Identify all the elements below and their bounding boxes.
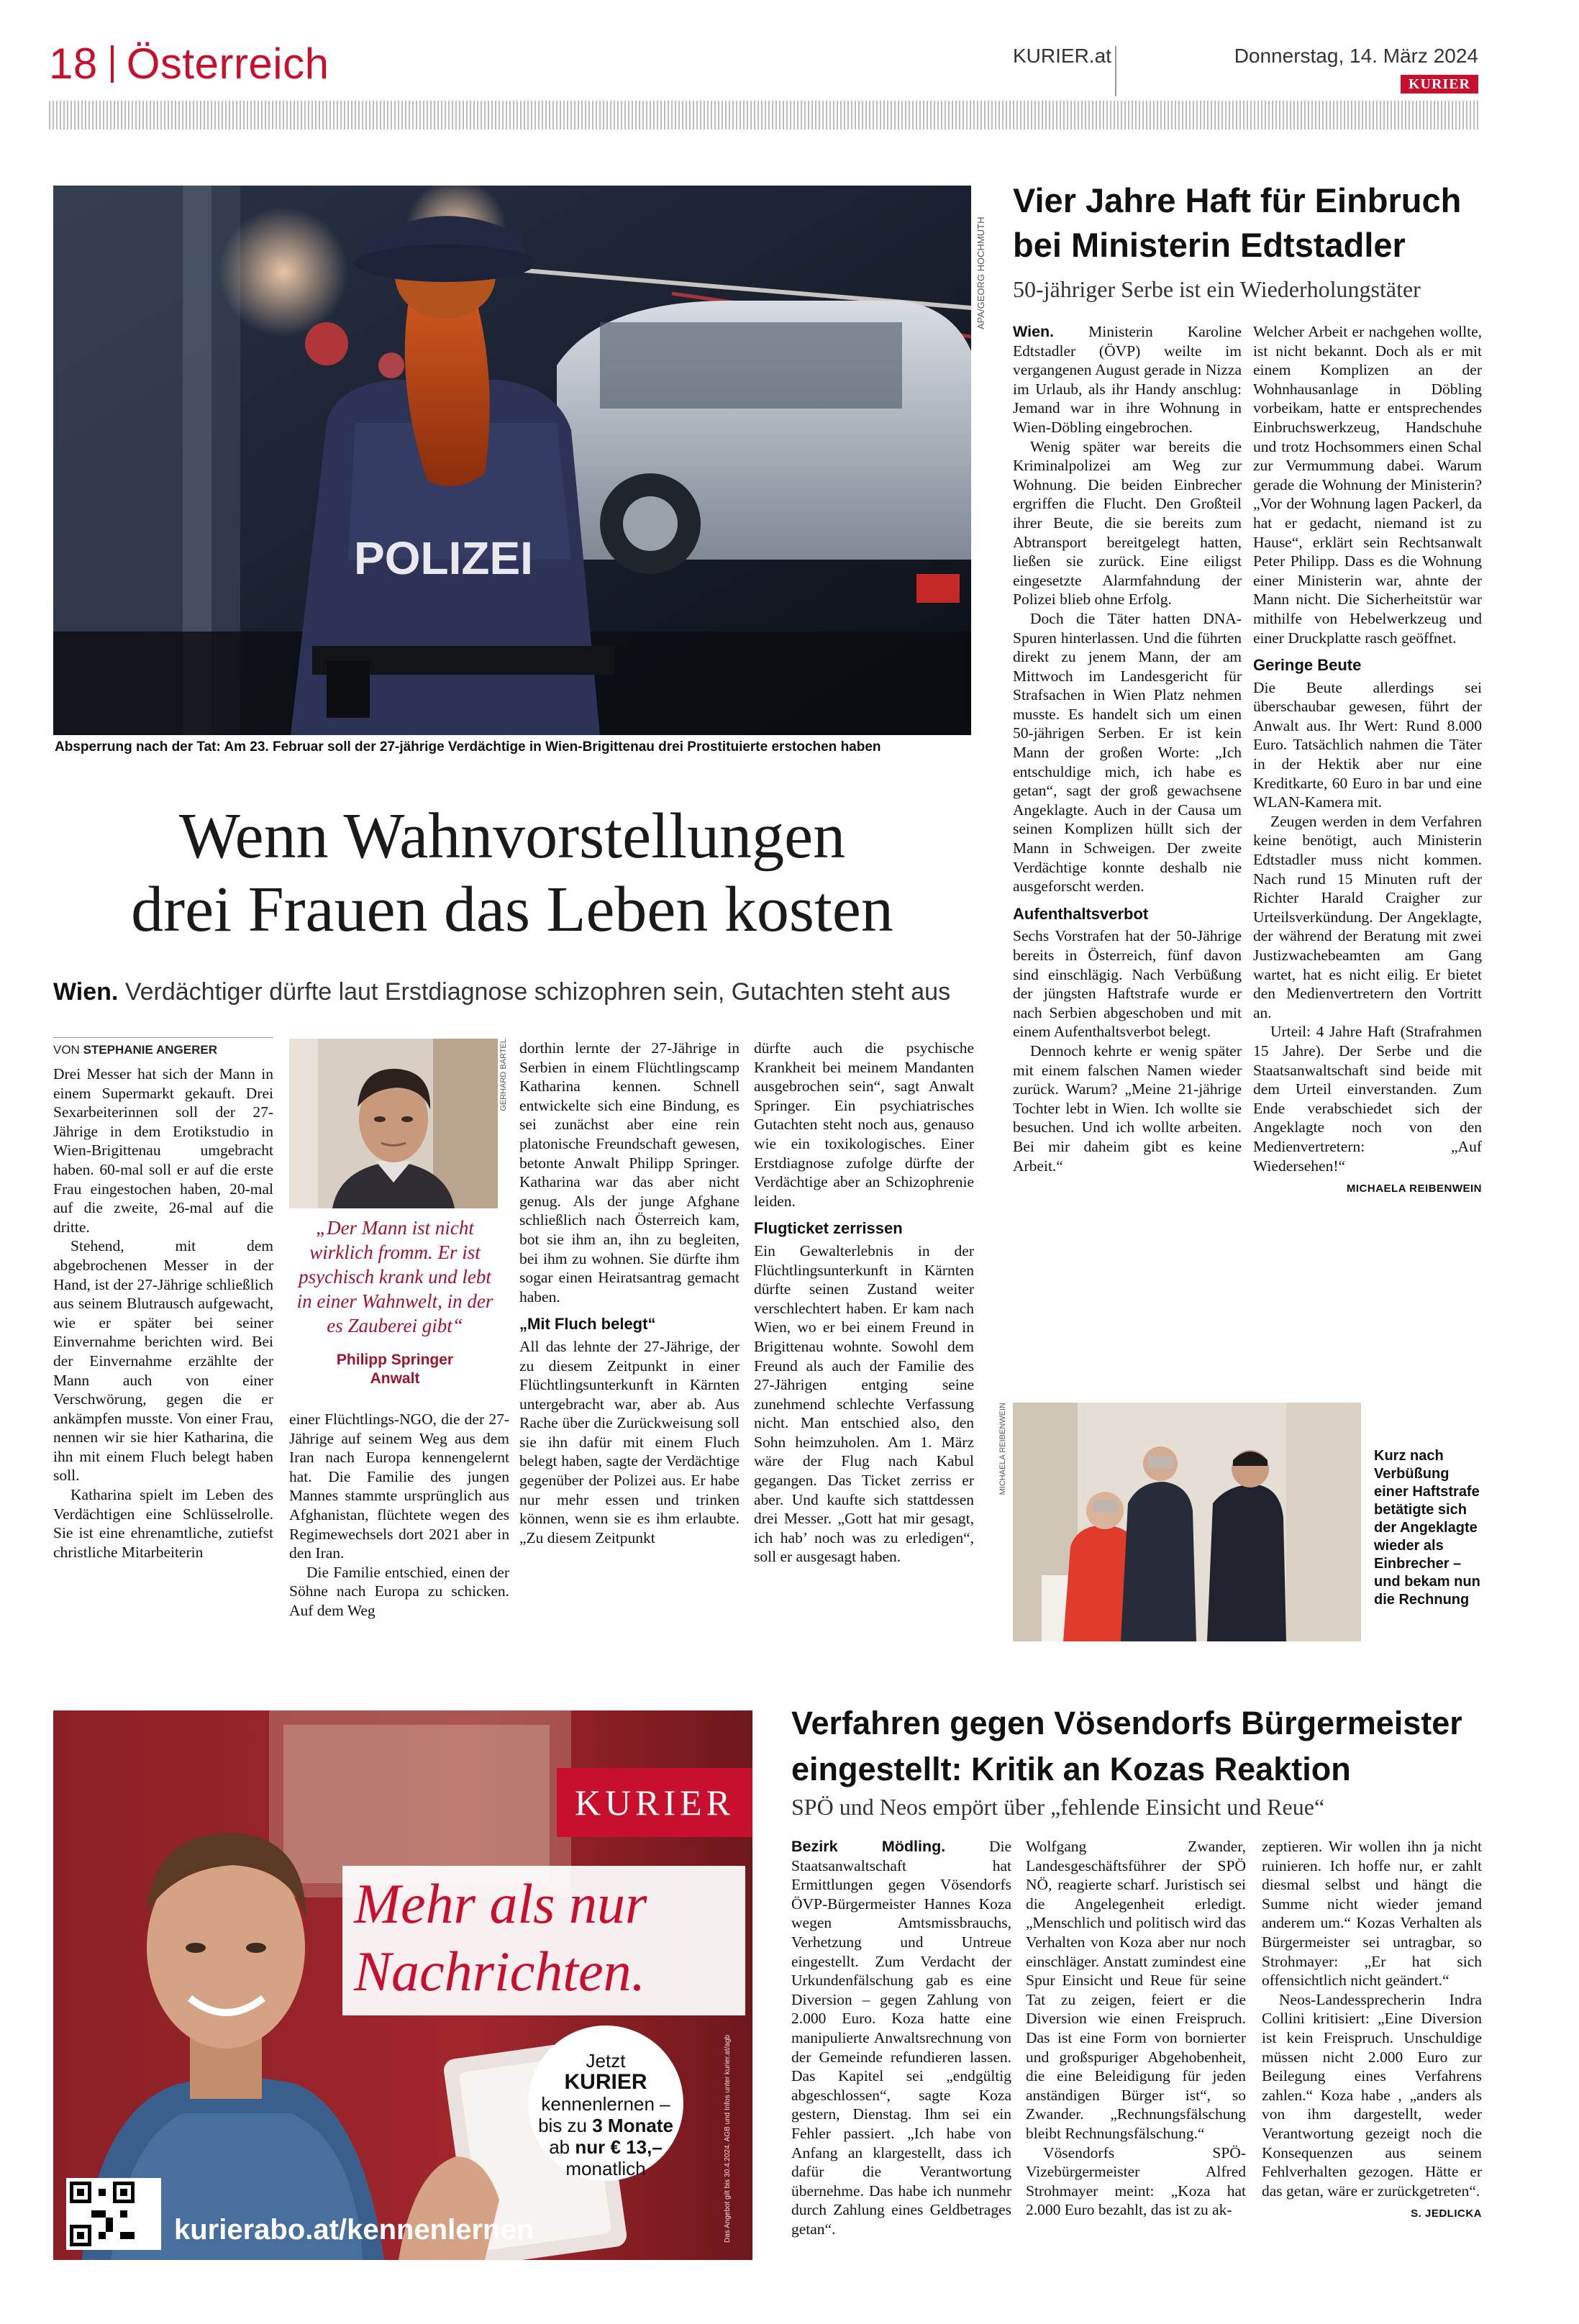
main-headline-line-2: drei Frauen das Leben kosten bbox=[131, 874, 893, 945]
paragraph: zeptieren. Wir wollen ihn ja nicht ruinieren. Ich hoffe nur, er zahlt diesmal selbst und hängt die Summe nicht wieder jemand anderem um.“ Kozas Verhalten als Bürgermeister sei untragbar, so Strohmayer: „Er hat sich offensichtlich nicht geändert.“ bbox=[1262, 1838, 1482, 1990]
quote-author bbox=[291, 1351, 499, 1388]
paragraph: Die Beute allerdings sei überschaubar gewesen, führt der Anwalt aus. Ihr Wert: Rund 8.000 Euro. Tatsächlich nahmen die Täter in der Hektik aber nur eine Kreditkarte, 60 Euro in bar und eine WLAN-Kamera mit. bbox=[1253, 678, 1482, 811]
quote-author-role: Anwalt bbox=[370, 1370, 420, 1387]
main-article-column-2 bbox=[289, 1410, 509, 1621]
offer-text: bis zu bbox=[538, 2115, 587, 2136]
header-vertical-divider bbox=[1115, 46, 1116, 96]
bottom-article-column-3 bbox=[1262, 1837, 1482, 2224]
paragraph: Wolfgang Zwander, Landesgeschäftsführer der SPÖ NÖ, reagierte scharf. Juristisch sei die Angelegenheit erledigt. „Menschlich und politisch wird das Verhalten von Koza aber nur noch einschläger. Anstatt zumindest eine Spur Einsicht und Reue für seine Tat zu zeigen, feiert er die Diversion wie einen Freispruch. Das ist eine Form von bornierter und großspuriger Abgehobenheit, die eine Beleidigung für jeden anständigen Bürger ist“, so Zwander. „Rechnungsfälschung bleibt Rechnungsfälschung.“ bbox=[1026, 1838, 1246, 2142]
offer-line: kennenlernen – bbox=[541, 2093, 670, 2115]
lead-photo-credit: APA/GEORG HOCHMUTH bbox=[975, 217, 986, 329]
paragraph: Katharina spielt im Leben des Verdächtigen eine Schlüsselrolle. Sie ist eine ehrenamtliche, zutiefst christliche Mitarbeiterin bbox=[53, 1486, 273, 1561]
paragraph: Stehend, mit dem abgebrochenen Messer in der Hand, ist der 27-Jährige schließlich aus seinem Blutrausch aufgewacht, wie er später bei seiner Einvernahme berichten wird. Bei der Einvernahme erzählte der Mann auch von einer Verschwörung, gegen die er ankämpfen musste. Von einer Frau, nennen wir sie hier Katharina, die ihn mit einem Fluch belegt haben soll. bbox=[53, 1237, 273, 1485]
main-headline[interactable] bbox=[53, 800, 971, 947]
lead-photo-caption: Absperrung nach der Tat: Am 23. Februar soll der 27-jährige Verdächtige in Wien-Brigittenau drei Prostituierte erstochen haben bbox=[55, 739, 881, 755]
header-pattern-rule bbox=[49, 101, 1478, 129]
issue-date: Donnerstag, 14. März 2024 bbox=[1234, 45, 1478, 67]
byline-rule bbox=[53, 1037, 273, 1038]
subheading: Flugticket zerrissen bbox=[754, 1219, 903, 1238]
courtroom-photo-caption: Kurz nach Verbüßung einer Haftstrafe betätigte sich der Angeklagte wieder als Einbrecher – und bekam nun die Rechnung bbox=[1374, 1448, 1480, 1608]
right-article-headline[interactable]: Vier Jahre Haft für Einbruch bei Ministerin Edtstadler bbox=[1013, 181, 1462, 264]
paragraph: Urteil: 4 Jahre Haft (Strafrahmen 15 Jahre). Der Serbe und die Staatsanwaltschaft sind beide mit dem Urteil einverstanden. Zum Ende verabschiedet sich der Angeklagte noch von den Medienvertretern: „Auf Wiedersehen!“ bbox=[1253, 1023, 1482, 1175]
paragraph-text: Ministerin Karoline Edtstadler (ÖVP) weilte im vergangenen August gerade in Nizza im Urlaub, als ihr Handy anschlug: Jemand war in ihre Wohnung in Wien-Döbling eingebrochen. bbox=[1013, 323, 1242, 436]
byline bbox=[53, 1043, 217, 1057]
kurier-subscription-ad[interactable] bbox=[53, 1710, 752, 2260]
subheading: Geringe Beute bbox=[1253, 656, 1362, 675]
paragraph: Zeugen werden in dem Verfahren keine benötigt, auch Ministerin Edtstadler muss nicht kommen. Nach rund 15 Minuten ruft der Richter Harald Craigher zur Urteilsverkündung. Der Angeklagte, der während der Beratung mit zwei Justizwachebeamten am Gang wartet, hat es nicht eilig. Er bietet den Medienvertretern den Vortritt an. bbox=[1253, 812, 1482, 1021]
offer-price: nur € 13,– bbox=[575, 2136, 663, 2158]
paragraph: Welcher Arbeit er nachgehen wollte, ist nicht bekannt. Doch als er mit einem Komplizen an der Wohnhausanlage in Döbling vorbeikam, hatte er entsprechendes Einbruchswerkzeug, Handschuhe und trotz Hochsommers einen Schal zur Vermummung dabei. Warum gerade die Wohnung der Ministerin? „Vor der Wohnung lagen Packerl, da hat er gedacht, niemand ist zu Hause“, erklärt sein Rechtsanwalt Peter Philipp. Dass es die Wohnung einer Ministerin war, ahnte der Mann nicht. Die Sicherheitstür war mithilfe von Hebelwerkzeug und einer Druckplatte rasch geöffnet. bbox=[1253, 323, 1482, 647]
paragraph: Sechs Vorstrafen hat der 50-Jährige bereits in Österreich, fünf davon sind einschlägig. Nach Verbüßung der jüngsten Haftstrafe wurde er nach Serbien abgeschoben und mit einem Aufenthaltsverbot belegt. bbox=[1013, 927, 1242, 1041]
paragraph: dorthin lernte der 27-Jährige in Serbien in einem Flüchtlingscamp Katharina kennen. Schnell entwickelte sich eine Bindung, es sei zunächst aber eine rein platonische Freundschaft gewesen, betonte Anwalt Philipp Springer. Katharina war das aber nicht genug. Als der junge Afghane schließlich nach Österreich kam, bot sie ihm an, ihn zu begleiten, bei ihm zu wohnen. Sie dürfte ihm sogar einen Heiratsantrag gemacht haben. bbox=[519, 1039, 740, 1305]
paragraph: Doch die Täter hatten DNA-Spuren hinterlassen. Und die führten direkt zu jenem Mann, der am Mittwoch im Landesgericht für Strafsachen in Wien Platz nehmen musste. Es handelt sich um einen 50-jährigen Serben. Er ist kein Mann der großen Worte: „Ich entschuldige mich, ich habe es getan“, sagt der groß gewachsene Angeklagte. Auch in der Causa um seinen Komplizen hüllt sich der Mann in Schweigen. Der zweite Verdächtige konnte deshalb nie ausgeforscht werden. bbox=[1013, 609, 1242, 896]
main-deck-text: Verdächtiger dürfte laut Erstdiagnose schizophren sein, Gutachten steht aus bbox=[124, 978, 951, 1006]
offer-line: Jetzt bbox=[586, 2050, 626, 2072]
portrait-credit: GERHARD BARTEL bbox=[499, 1039, 508, 1111]
paragraph: Ein Gewalterlebnis in der Flüchtlingsunterkunft in Kärnten dürfte seinen Zustand weiter verschlechtert haben. Er kam nach Wien, wo er bei einem Freund in Brigittenau wohnte. Sowohl dem Freund als auch der Familie des 27-Jährigen entging seine zunehmend schlechte Verfassung nicht. Man entschied also, den Sohn heimzuholen. Am 1. März wäre der Flug nach Kabul gegangen. Das Ticket zerriss er aber. Und kaufte sich stattdessen drei Messer. „Gott hat mir gesagt, ich hab’ noch was zu erledigen“, soll er ausgesagt haben. bbox=[754, 1241, 974, 1566]
ad-slogan-line-2: Nachrichten. bbox=[354, 1940, 646, 2002]
paragraph-text: Die Staatsanwaltschaft hat Ermittlungen gegen Vösendorfs ÖVP-Bürgermeister Hannes Koza wegen Amtsmissbrauchs, Verhetzung und Untreue eingestellt. Zum Verdacht der Urkundenfälschung gab es eine Diversion – gegen Zahlung von 2.000 Euro. Koza hatte eine manipulierte Anwaltsrechnung von der Gemeinde refundieren lassen. Das Kapitel sei „endgültig abgeschlossen“, sagte Koza gestern, Dienstag. Ihm sei ein Fehler passiert. „Ich habe von Anfang an klargestellt, dass ich dafür die Verantwortung übernehme. Das habe ich nunmehr durch Zahlung eines Geldbetrages getan“. bbox=[791, 1838, 1011, 2238]
main-article-column-3 bbox=[519, 1039, 740, 1547]
right-article-column-1 bbox=[1013, 322, 1242, 1175]
paragraph: Die Familie entschied, einen der Söhne nach Europa zu schicken. Auf dem Weg bbox=[289, 1563, 509, 1619]
paragraph: dürfte auch die psychische Krankheit bei meinem Mandanten ausgebrochen sein“, sagt Anwalt Springer. Ein psychiatrisches Gutachten steht noch aus, genauso wie ein toxikologisches. Einer Erstdiagnose zufolge dürfte der Verdächtige aber an Schizophrenie leiden. bbox=[754, 1039, 974, 1210]
right-photo-credit: MICHAELA REIBENWEIN bbox=[998, 1403, 1007, 1495]
right-article-deck: 50-jähriger Serbe ist ein Wiederholungstäter bbox=[1013, 276, 1421, 302]
page-header-section bbox=[49, 39, 329, 88]
bottom-article-column-2 bbox=[1026, 1837, 1246, 2220]
site-name[interactable]: KURIER.at bbox=[1013, 45, 1111, 67]
offer-duration: 3 Monate bbox=[592, 2115, 673, 2136]
pull-quote: „Der Mann ist nicht wirklich fromm. Er ist psychisch krank und lebt in einer Wahnwelt, in der es Zauberei gibt“ bbox=[296, 1217, 493, 1336]
offer-line bbox=[528, 2115, 683, 2136]
ad-offer-badge[interactable] bbox=[528, 2025, 683, 2181]
main-deck-place: Wien. bbox=[53, 978, 119, 1006]
courtroom-illustration bbox=[1013, 1403, 1361, 1641]
courtroom-photo bbox=[1013, 1403, 1361, 1641]
offer-brand: KURIER bbox=[564, 2070, 647, 2094]
brand-logo: KURIER bbox=[1401, 75, 1478, 94]
bottom-article-column-1 bbox=[791, 1837, 1011, 2238]
lead-photo-police-officer bbox=[53, 186, 971, 735]
paragraph: Drei Messer hat sich der Mann in einem Supermarkt gekauft. Drei Sexarbeiterinnen soll der 27-Jährige in dem Erotikstudio in Wien-Brigittenau umgebracht haben. 60-mal soll er auf die erste Frau eingestochen haben, 20-mal auf die zweite, 26-mal auf die dritte. bbox=[53, 1065, 273, 1236]
offer-line: monatlich bbox=[565, 2158, 646, 2179]
lead-photo-illustration bbox=[53, 186, 971, 735]
offer-line bbox=[528, 2136, 683, 2158]
author-signature: S. JEDLICKA bbox=[1411, 2207, 1482, 2220]
ad-brand-logo: KURIER bbox=[557, 1768, 752, 1837]
paragraph: einer Flüchtlings-NGO, die der 27-Jährige auf seinem Weg aus dem Iran nach Europa kennengelernt hat. Die Familie des jungen Mannes stammte ursprünglich aus Afghanistan, flüchtete wegen des Regimewechsels dort 2021 aber in den Iran. bbox=[289, 1411, 509, 1562]
subheading: „Mit Fluch belegt“ bbox=[519, 1315, 656, 1334]
dateline: Wien. bbox=[1013, 323, 1055, 340]
paragraph: Dennoch kehrte er wenig später mit einem falschen Namen wieder zurück. Warum? „Meine 21-jährige Tochter lebt in Wien. Ich wollte sie besuchen. Und ich wollte arbeiten. Bei mir daheim gibt es keine Arbeit.“ bbox=[1013, 1042, 1242, 1175]
bottom-article-headline[interactable]: Verfahren gegen Vösendorfs Bürgermeister eingestellt: Kritik an Kozas Reaktion bbox=[791, 1705, 1462, 1787]
dateline: Bezirk Mödling. bbox=[791, 1838, 946, 1855]
main-article-column-4 bbox=[754, 1039, 974, 1567]
main-article-column-1 bbox=[53, 1065, 273, 1562]
qr-code-graphic bbox=[70, 2182, 135, 2246]
paragraph bbox=[1013, 322, 1242, 437]
page-number: 18 bbox=[49, 40, 98, 88]
offer-text: ab bbox=[549, 2136, 570, 2158]
ad-slogan bbox=[342, 1866, 745, 2015]
subheading: Aufenthaltsverbot bbox=[1013, 904, 1149, 923]
qr-code-icon[interactable] bbox=[66, 2178, 161, 2250]
ad-legal-text: Das Angebot gilt bis 30.4.2024. AGB und Infos unter kurier.at/agb bbox=[724, 2034, 732, 2243]
bottom-article-deck: SPÖ und Neos empört über „fehlende Einsicht und Reue“ bbox=[791, 1794, 1325, 1820]
police-vest-text: POLIZEI bbox=[354, 532, 533, 584]
right-article-column-2 bbox=[1253, 322, 1482, 1199]
paragraph: Neos-Landessprecherin Indra Collini kritisiert: „Eine Diversion ist kein Freispruch. Unschuldige müssen nicht 2.000 Euro zur Beilegung eines Verfahrens zahlen.“ Koza habe , „anders als von ihm dargestellt, weder Verantwortung gezeigt noch die Konsequenzen aus seinem Fehlverhalten gezogen. Hätte er das getan, wäre er zurückgetreten“. bbox=[1262, 1990, 1482, 2200]
author-signature: MICHAELA REIBENWEIN bbox=[1346, 1182, 1482, 1195]
paragraph bbox=[791, 1837, 1011, 2238]
paragraph: Wenig später war bereits die Kriminalpolizei am Weg zur Wohnung. Die beiden Einbrecher ergriffen die Flucht. Den Großteil ihrer Beute, die sie bereits zum Abtransport bereitgelegt hatten, ließen sie zurück. Eine eiligst eingesetzte Alarmfahndung der Polizei blieb ohne Erfolg. bbox=[1013, 437, 1242, 609]
main-headline-line-1: Wenn Wahnvorstellungen bbox=[178, 801, 846, 872]
byline-prefix: VON bbox=[53, 1043, 80, 1057]
byline-author: STEPHANIE ANGERER bbox=[83, 1043, 217, 1057]
header-divider bbox=[111, 45, 114, 83]
portrait-illustration bbox=[289, 1039, 498, 1208]
ad-slogan-line-1: Mehr als nur bbox=[354, 1872, 647, 1935]
paragraph: All das lehnte der 27-Jährige, der zu diesem Zeitpunkt in einer Flüchtlingsunterkunft in Kärnten untergebracht war, aber ab. Aus Rache über die Zurückweisung soll sie ihn dafür mit einem Fluch belegt haben, sagte der Verdächtige gegenüber der Polizei aus. Er habe nur mehr essen und trinken können, wenn sie es ihm erlaubte. „Zu diesem Zeitpunkt bbox=[519, 1337, 740, 1546]
ad-url-link[interactable]: kurierabo.at/kennenlernen bbox=[174, 2214, 534, 2246]
paragraph: Vösendorfs SPÖ-Vizebürgermeister Alfred Strohmayer meint: „Koza hat 2.000 Euro bezahlt, das ist zu ak- bbox=[1026, 2143, 1246, 2219]
quote-author-name: Philipp Springer bbox=[336, 1352, 454, 1368]
portrait-photo-lawyer bbox=[289, 1039, 498, 1208]
section-title: Österreich bbox=[126, 40, 329, 88]
main-deck bbox=[53, 978, 971, 1006]
